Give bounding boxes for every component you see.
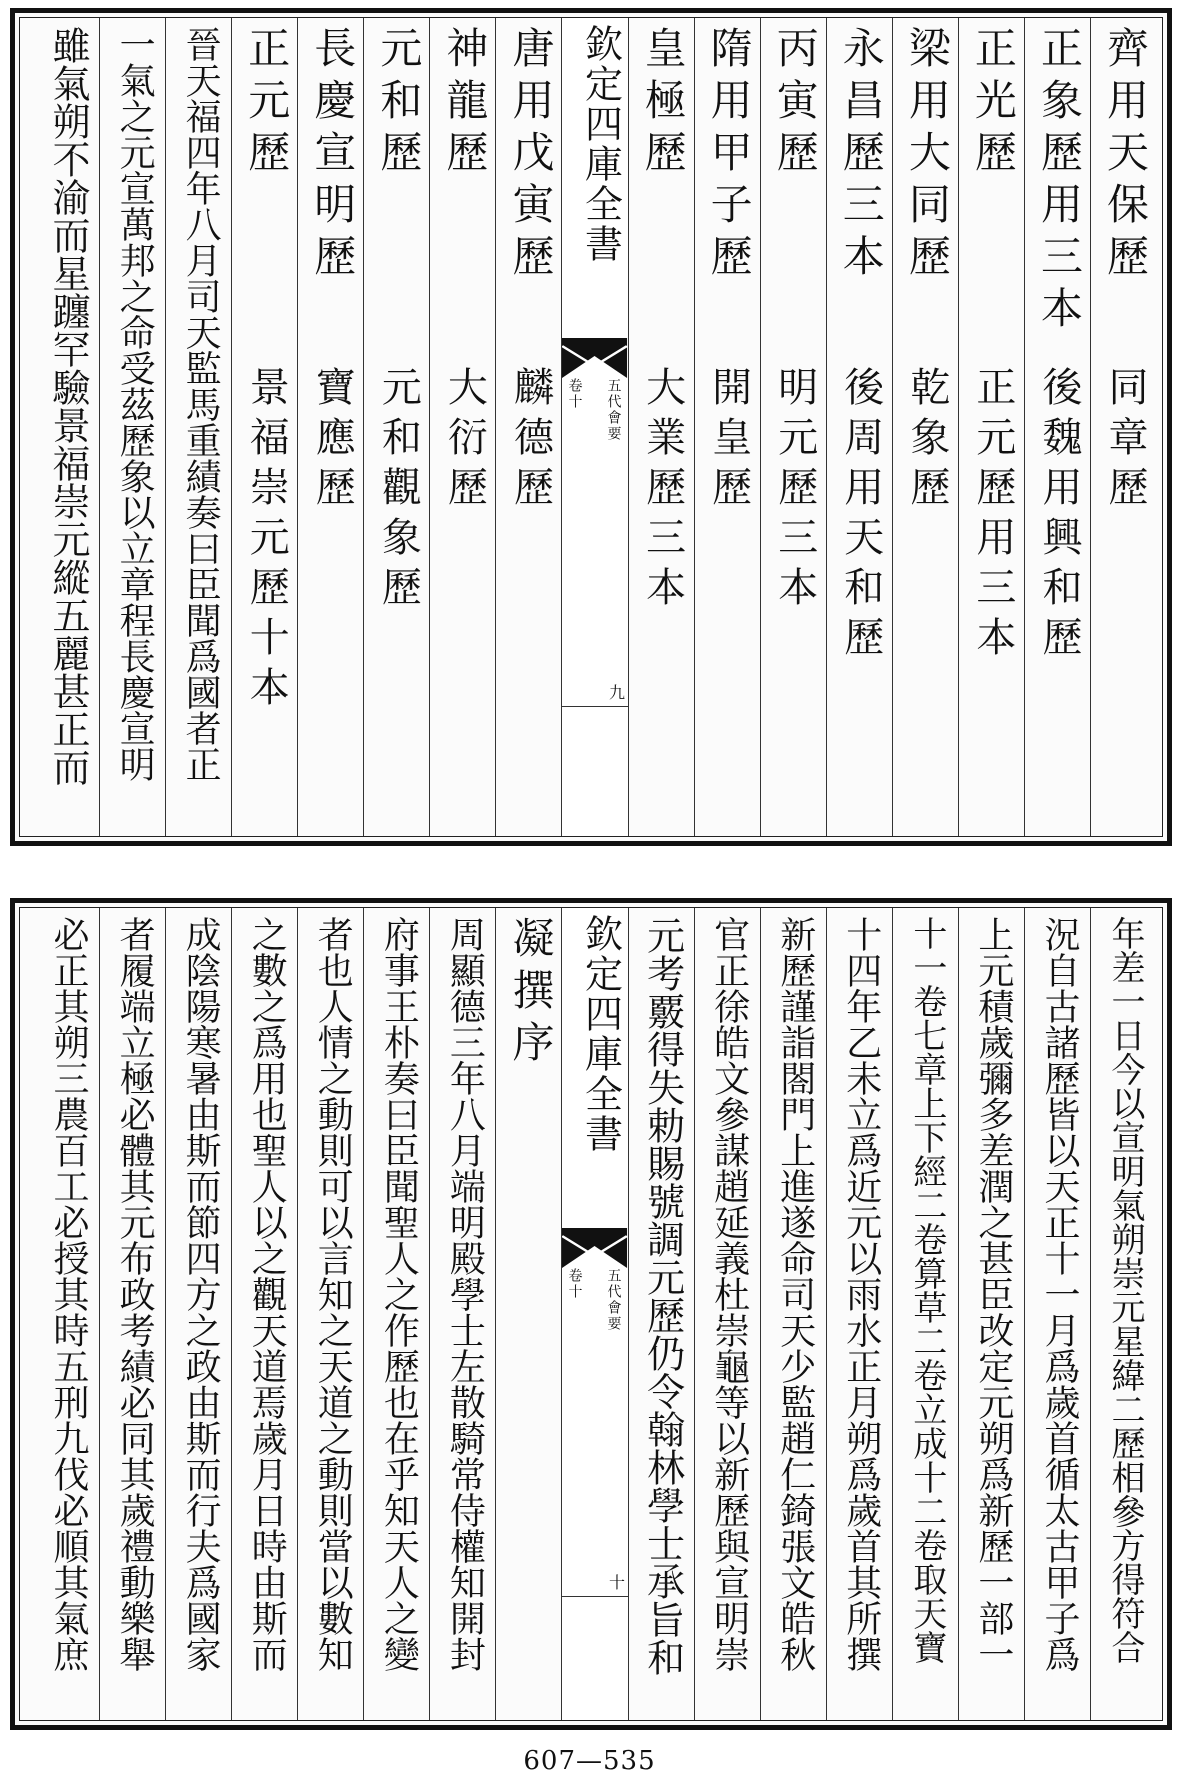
column-sub-text: 同章歷: [1102, 366, 1148, 516]
bottom-page-frame: [19, 907, 1163, 1721]
spine-book-title: 五代會要: [605, 1268, 622, 1332]
top-page-text-column: [826, 18, 892, 836]
top-page-text-column: [495, 18, 561, 836]
column-main-text: 況自古諸歷皆以天正十一月爲歲首循太古甲子爲: [1038, 916, 1080, 1672]
bottom-page-text-column: [1090, 908, 1156, 1720]
column-main-text: 官正徐皓文參謀趙延義杜崇龜等以新歷與宣明崇: [708, 916, 750, 1672]
column-sub-text: 後魏用興和歷: [1035, 366, 1082, 666]
top-page-text-column: [892, 18, 958, 836]
column-sub-text: 後周用天和歷: [837, 366, 884, 666]
column-main-text: 之數之爲用也聖人以之觀天道焉歲月日時由斯而: [246, 916, 288, 1672]
column-main-text: 者也人情之動則可以言知之天道之動則當以數知: [312, 916, 354, 1672]
column-sub-text: 大衍歷: [441, 366, 488, 516]
column-main-text: 隋用甲子歷: [704, 26, 754, 286]
column-main-text: 府事王朴奏曰臣聞聖人之作歷也在乎知天人之變: [378, 916, 420, 1672]
bottom-page-text-column: [495, 908, 561, 1720]
column-sub-text: 乾象歷: [903, 366, 950, 516]
column-sub-text: 明元歷三本: [771, 366, 818, 616]
column-main-text: 永昌歷三本: [836, 26, 886, 286]
top-page-text-column: [99, 18, 165, 836]
bottom-page-text-column: [99, 908, 165, 1720]
bottom-page-text-column: [892, 908, 958, 1720]
column-main-text: 周顯德三年八月端明殿學士左散騎常侍權知開封: [444, 916, 486, 1672]
top-page-columns: [34, 18, 1156, 836]
column-main-text: 長慶宣明歷: [308, 26, 358, 286]
column-main-text: 凝撰序: [506, 916, 556, 1072]
bottom-page-text-column: [958, 908, 1024, 1720]
footer-page-number: 607—535: [523, 1746, 656, 1776]
bottom-page-text-column: [231, 908, 297, 1720]
column-main-text: 者履端立極必體其元布政考績必同其歲禮動樂舉: [114, 916, 156, 1672]
top-page-text-column: [363, 18, 429, 836]
column-sub-text: 寶應歷: [309, 366, 356, 516]
top-page-text-column: [1090, 18, 1156, 836]
spine-title: 欽定四庫全書: [578, 914, 623, 1154]
spine-book-title: 五代會要: [605, 378, 622, 442]
top-page-text-column: [231, 18, 297, 836]
bottom-page-columns: [34, 908, 1156, 1720]
top-page-spine: [561, 18, 627, 836]
column-main-text: 晉天福四年八月司天監馬重績奏曰臣聞爲國者正: [180, 26, 222, 782]
column-main-text: 雖氣朔不渝而星躔罕驗景福崇元縱五麗甚正而: [46, 26, 90, 786]
bottom-page-text-column: [165, 908, 231, 1720]
spine-volume: 卷十: [566, 1268, 583, 1300]
top-page-frame: [19, 17, 1163, 837]
column-main-text: 十一卷七章上下經二卷算草二卷立成十二卷取天寶: [906, 916, 947, 1664]
column-main-text: 齊用天保歷: [1101, 26, 1150, 286]
column-main-text: 神龍歷: [440, 26, 490, 182]
top-page-text-column: [165, 18, 231, 836]
column-main-text: 梁用大同歷: [902, 26, 952, 286]
bottom-page-text-column: [363, 908, 429, 1720]
top-page: [10, 8, 1172, 846]
bottom-page-text-column: [826, 908, 892, 1720]
top-page-text-column: [297, 18, 363, 836]
top-page-text-column: [429, 18, 495, 836]
column-main-text: 年差一日今以宣明氣朔崇元星緯二歷相參方得符合: [1105, 916, 1145, 1664]
column-main-text: 唐用戊寅歷: [506, 26, 556, 286]
spine-divider: [562, 1596, 627, 1597]
spine-page-number: 九: [606, 684, 626, 700]
column-sub-text: 開皇歷: [705, 366, 752, 516]
bottom-page-text-column: [628, 908, 694, 1720]
column-main-text: 正元歷: [242, 26, 292, 182]
spine-divider: [562, 706, 627, 707]
column-sub-text: 麟德歷: [507, 366, 554, 516]
top-page-text-column: [628, 18, 694, 836]
column-sub-text: 景福崇元歷十本: [243, 366, 290, 716]
bottom-page-text-column: [694, 908, 760, 1720]
column-main-text: 上元積歲彌多差潤之甚臣改定元朔爲新歷一部一: [972, 916, 1014, 1672]
fish-tail-mark-icon: [562, 338, 627, 378]
column-main-text: 正光歷: [968, 26, 1018, 182]
bottom-page-text-column: [429, 908, 495, 1720]
column-sub-text: 元和觀象歷: [375, 366, 422, 616]
column-main-text: 必正其朔三農百工必授其時五刑九伐必順其氣庶: [48, 916, 89, 1672]
column-main-text: 元考覈得失勅賜號調元歷仍令翰林學士承旨和: [640, 916, 685, 1676]
column-main-text: 十四年乙未立爲近元以雨水正月朔爲歲首其所撰: [840, 916, 882, 1672]
column-main-text: 成陰陽寒暑由斯而節四方之政由斯而行夫爲國家: [180, 916, 222, 1672]
column-main-text: 新歷謹詣閤門上進遂命司天少監趙仁錡張文皓秋: [774, 916, 816, 1672]
spine-page-number: 十: [606, 1574, 626, 1590]
column-main-text: 元和歷: [374, 26, 424, 182]
top-page-text-column: [760, 18, 826, 836]
column-sub-text: 大業歷三本: [639, 366, 686, 616]
top-page-text-column: [1024, 18, 1090, 836]
column-main-text: 皇極歷: [638, 26, 688, 182]
bottom-page-text-column: [1024, 908, 1090, 1720]
column-main-text: 正象歷用三本: [1034, 26, 1084, 338]
top-page-text-column: [694, 18, 760, 836]
spine-volume: 卷十: [566, 378, 583, 410]
bottom-page-text-column: [297, 908, 363, 1720]
top-page-text-column: [34, 18, 99, 836]
bottom-page: [10, 898, 1172, 1730]
bottom-page-spine: [561, 908, 627, 1720]
bottom-page-text-column: [34, 908, 99, 1720]
fish-tail-mark-icon: [562, 1228, 627, 1268]
column-main-text: 一氣之元宣萬邦之命受茲歷象以立章程長慶宣明: [114, 26, 156, 782]
bottom-page-text-column: [760, 908, 826, 1720]
column-sub-text: 正元歷用三本: [969, 366, 1016, 666]
spine-title: 欽定四庫全書: [578, 24, 623, 264]
column-main-text: 丙寅歷: [770, 26, 820, 182]
top-page-text-column: [958, 18, 1024, 836]
